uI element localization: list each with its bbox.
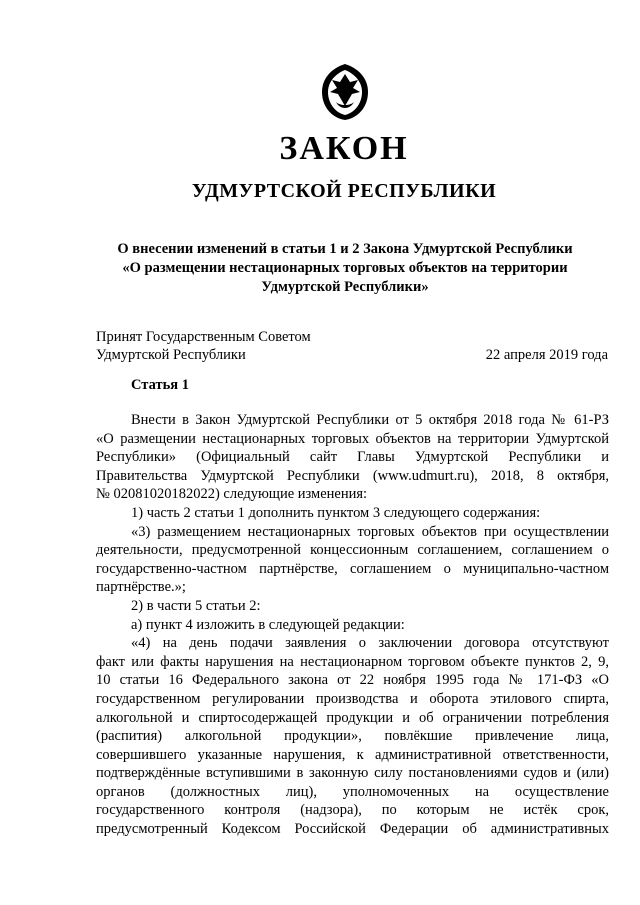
body-line: государственно-частном партнёрстве, соглашением о муниципально-частном [96,560,609,577]
body-line: государственном регулировании производства и оборота этилового спирта, [96,690,609,707]
body-line: Правительства Удмуртской Республики (www.udmurt.ru), 2018, 8 октября, [96,467,609,484]
body-line: Республики» (Официальный сайт Главы Удмуртской Республики и [96,449,609,466]
adoption-date: 22 апреля 2019 года [485,347,608,363]
body-line: 1) часть 2 статьи 1 дополнить пунктом 3 следующего содержания: [131,504,541,521]
body-line: (распития) алкогольной продукции», повлёкшие привлечение лица, [96,728,609,745]
adopted-by-line2: Удмуртской Республики [96,347,246,363]
subject-line: Удмуртской Республики» [261,279,429,295]
body-line: № 02081020182022) следующие изменения: [96,486,368,503]
article-title: Статья 1 [131,377,189,393]
body-line: «О размещении нестационарных торговых объектов на территории Удмуртской [96,430,609,447]
body-line: партнёрстве.»; [96,579,186,596]
body-line: 2) в части 5 статьи 2: [131,597,261,614]
body-line: органов (должностных лиц), уполномоченных на осуществление [96,783,609,800]
body-line: Внести в Закон Удмуртской Республики от 5 октября 2018 года № 61-РЗ [131,412,609,428]
body-line: 10 статьи 16 Федерального закона от 22 ноября 1995 года № 171-ФЗ «О [96,672,609,689]
body-line: алкогольной и спиртосодержащей продукции и об ограничении потребления [96,709,609,726]
body-line: подтверждённые вступившими в законную силу постановлениями судов и (или) [96,765,609,782]
law-subtitle: УДМУРТСКОЙ РЕСПУБЛИКИ [191,180,497,202]
body-line: совершившего указанные нарушения, к административной ответственности, [96,746,609,763]
law-subject [110,240,580,297]
body-line: государственного контроля (надзора), по которым не истёк срок, [96,802,609,819]
adoption-info [96,328,311,364]
body-line: «4) на день подачи заявления о заключении договора отсутствуют [131,635,609,652]
subject-line: О внесении изменений в статьи 1 и 2 Закона Удмуртской Республики [117,241,573,257]
body-line: «3) размещением нестационарных торговых объектов при осуществлении [131,523,609,540]
law-title: ЗАКОН [279,130,409,167]
subject-line: «О размещении нестационарных торговых объектов на территории [122,260,568,276]
udmurt-emblem-icon [318,62,372,122]
article-body [96,411,609,839]
body-line: деятельности, предусмотренной концессионным соглашением, соглашением о [96,542,609,559]
body-line: предусмотренный Кодексом Российской Федерации об административных [96,821,609,838]
adopted-by-line1: Принят Государственным Советом [96,329,311,345]
body-line: а) пункт 4 изложить в следующей редакции: [131,616,405,633]
body-line: факт или факты нарушения на нестационарном торговом объекте пунктов 2, 9, [96,653,609,670]
